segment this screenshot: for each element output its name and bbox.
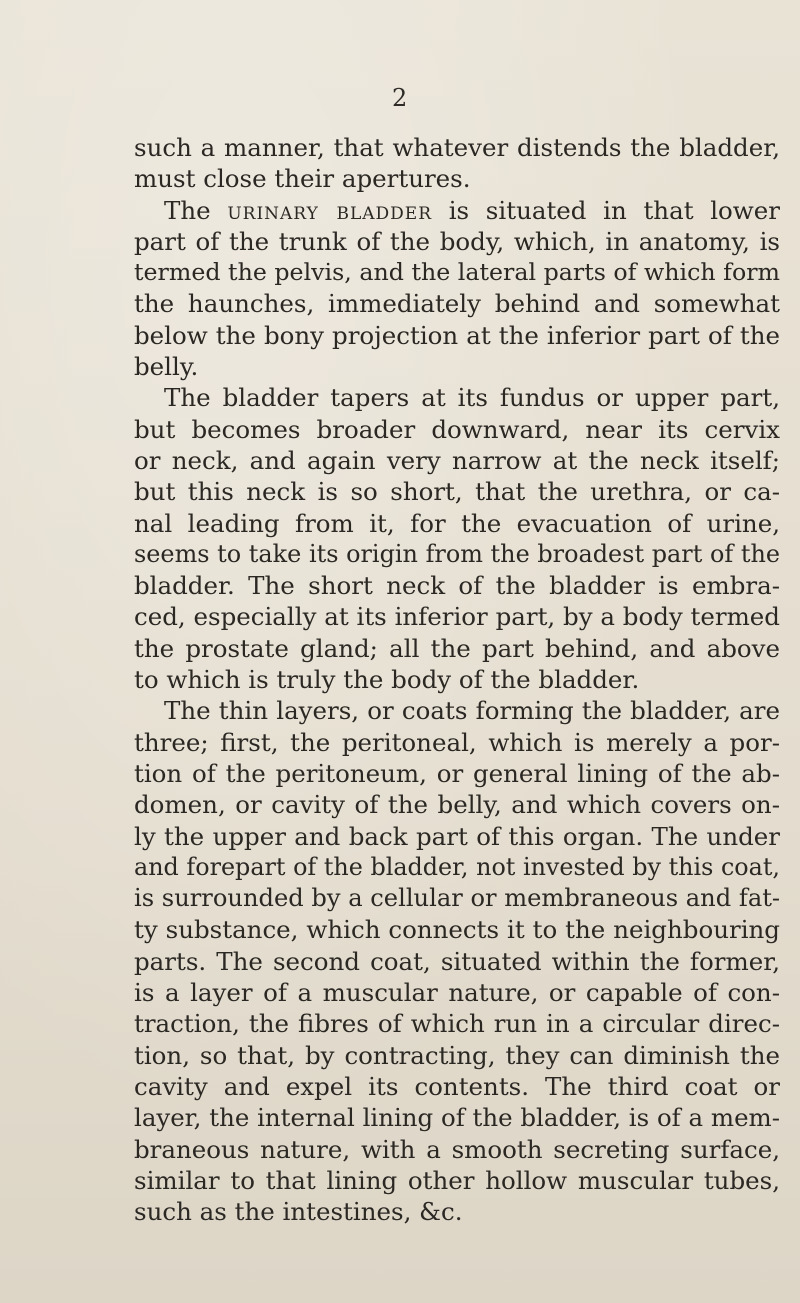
- text-line: part of the trunk of the body, which, in anatomy, is: [134, 226, 780, 256]
- text-line: tion of the peritoneum, or general lining of the ab-: [134, 758, 780, 788]
- text-line: the haunches, immediately behind and somewhat: [134, 289, 780, 319]
- page-number: 2: [392, 84, 408, 112]
- text-line: domen, or cavity of the belly, and which covers on-: [134, 790, 780, 820]
- text-line: braneous nature, with a smooth secreting surface,: [134, 1134, 780, 1164]
- text-line: below the bony projection at the inferior part of the: [134, 320, 780, 350]
- text-line: parts. The second coat, situated within the former,: [134, 946, 780, 976]
- text-line: similar to that lining other hollow muscular tubes,: [134, 1165, 780, 1195]
- text-line: ced, especially at its inferior part, by a body termed: [134, 602, 780, 632]
- text-line: cavity and expel its contents. The third coat or: [134, 1071, 780, 1101]
- text-line: such as the intestines, &c.: [134, 1197, 463, 1227]
- text-line: layer, the internal lining of the bladder, is of a mem-: [134, 1103, 780, 1133]
- body-text: [134, 132, 780, 1227]
- text-line: but this neck is so short, that the urethra, or ca-: [134, 477, 780, 507]
- text-line: tion, so that, by contracting, they can diminish the: [134, 1040, 780, 1070]
- text-line: or neck, and again very narrow at the neck itself;: [134, 445, 780, 475]
- text-line: such a manner, that whatever distends the bladder,: [134, 133, 780, 162]
- text-line: to which is truly the body of the bladder.: [134, 665, 640, 695]
- text-line: seems to take its origin from the broadest part of the: [134, 539, 780, 568]
- text-line: belly.: [134, 352, 199, 382]
- text-line: the prostate gland; all the part behind, and above: [134, 633, 780, 663]
- text-line: three; first, the peritoneal, which is merely a por-: [134, 727, 780, 757]
- text-line: [134, 195, 780, 226]
- text-line: The bladder tapers at its fundus or upper part,: [164, 383, 780, 413]
- text-segment: The: [164, 195, 228, 225]
- text-line: ty substance, which connects it to the neighbouring: [134, 915, 780, 945]
- text-line: and forepart of the bladder, not invested by this coat,: [134, 852, 780, 881]
- text-line: is surrounded by a cellular or membraneous and fat-: [134, 884, 781, 913]
- text-line: is a layer of a muscular nature, or capable of con-: [134, 978, 780, 1008]
- text-line: termed the pelvis, and the lateral parts of which form: [134, 258, 780, 287]
- text-segment: is situated in that lower: [432, 195, 780, 225]
- text-line: The thin layers, or coats forming the bladder, are: [164, 696, 780, 726]
- text-line: but becomes broader downward, near its cervix: [134, 414, 780, 444]
- text-line: ly the upper and back part of this organ. The under: [134, 821, 780, 851]
- small-caps-term: urinary bladder: [227, 195, 433, 225]
- text-line: traction, the fibres of which run in a circular direc-: [134, 1009, 780, 1039]
- text-line: nal leading from it, for the evacuation of urine,: [134, 508, 780, 538]
- text-line: bladder. The short neck of the bladder is embra-: [134, 571, 780, 601]
- text-line: must close their apertures.: [134, 164, 471, 194]
